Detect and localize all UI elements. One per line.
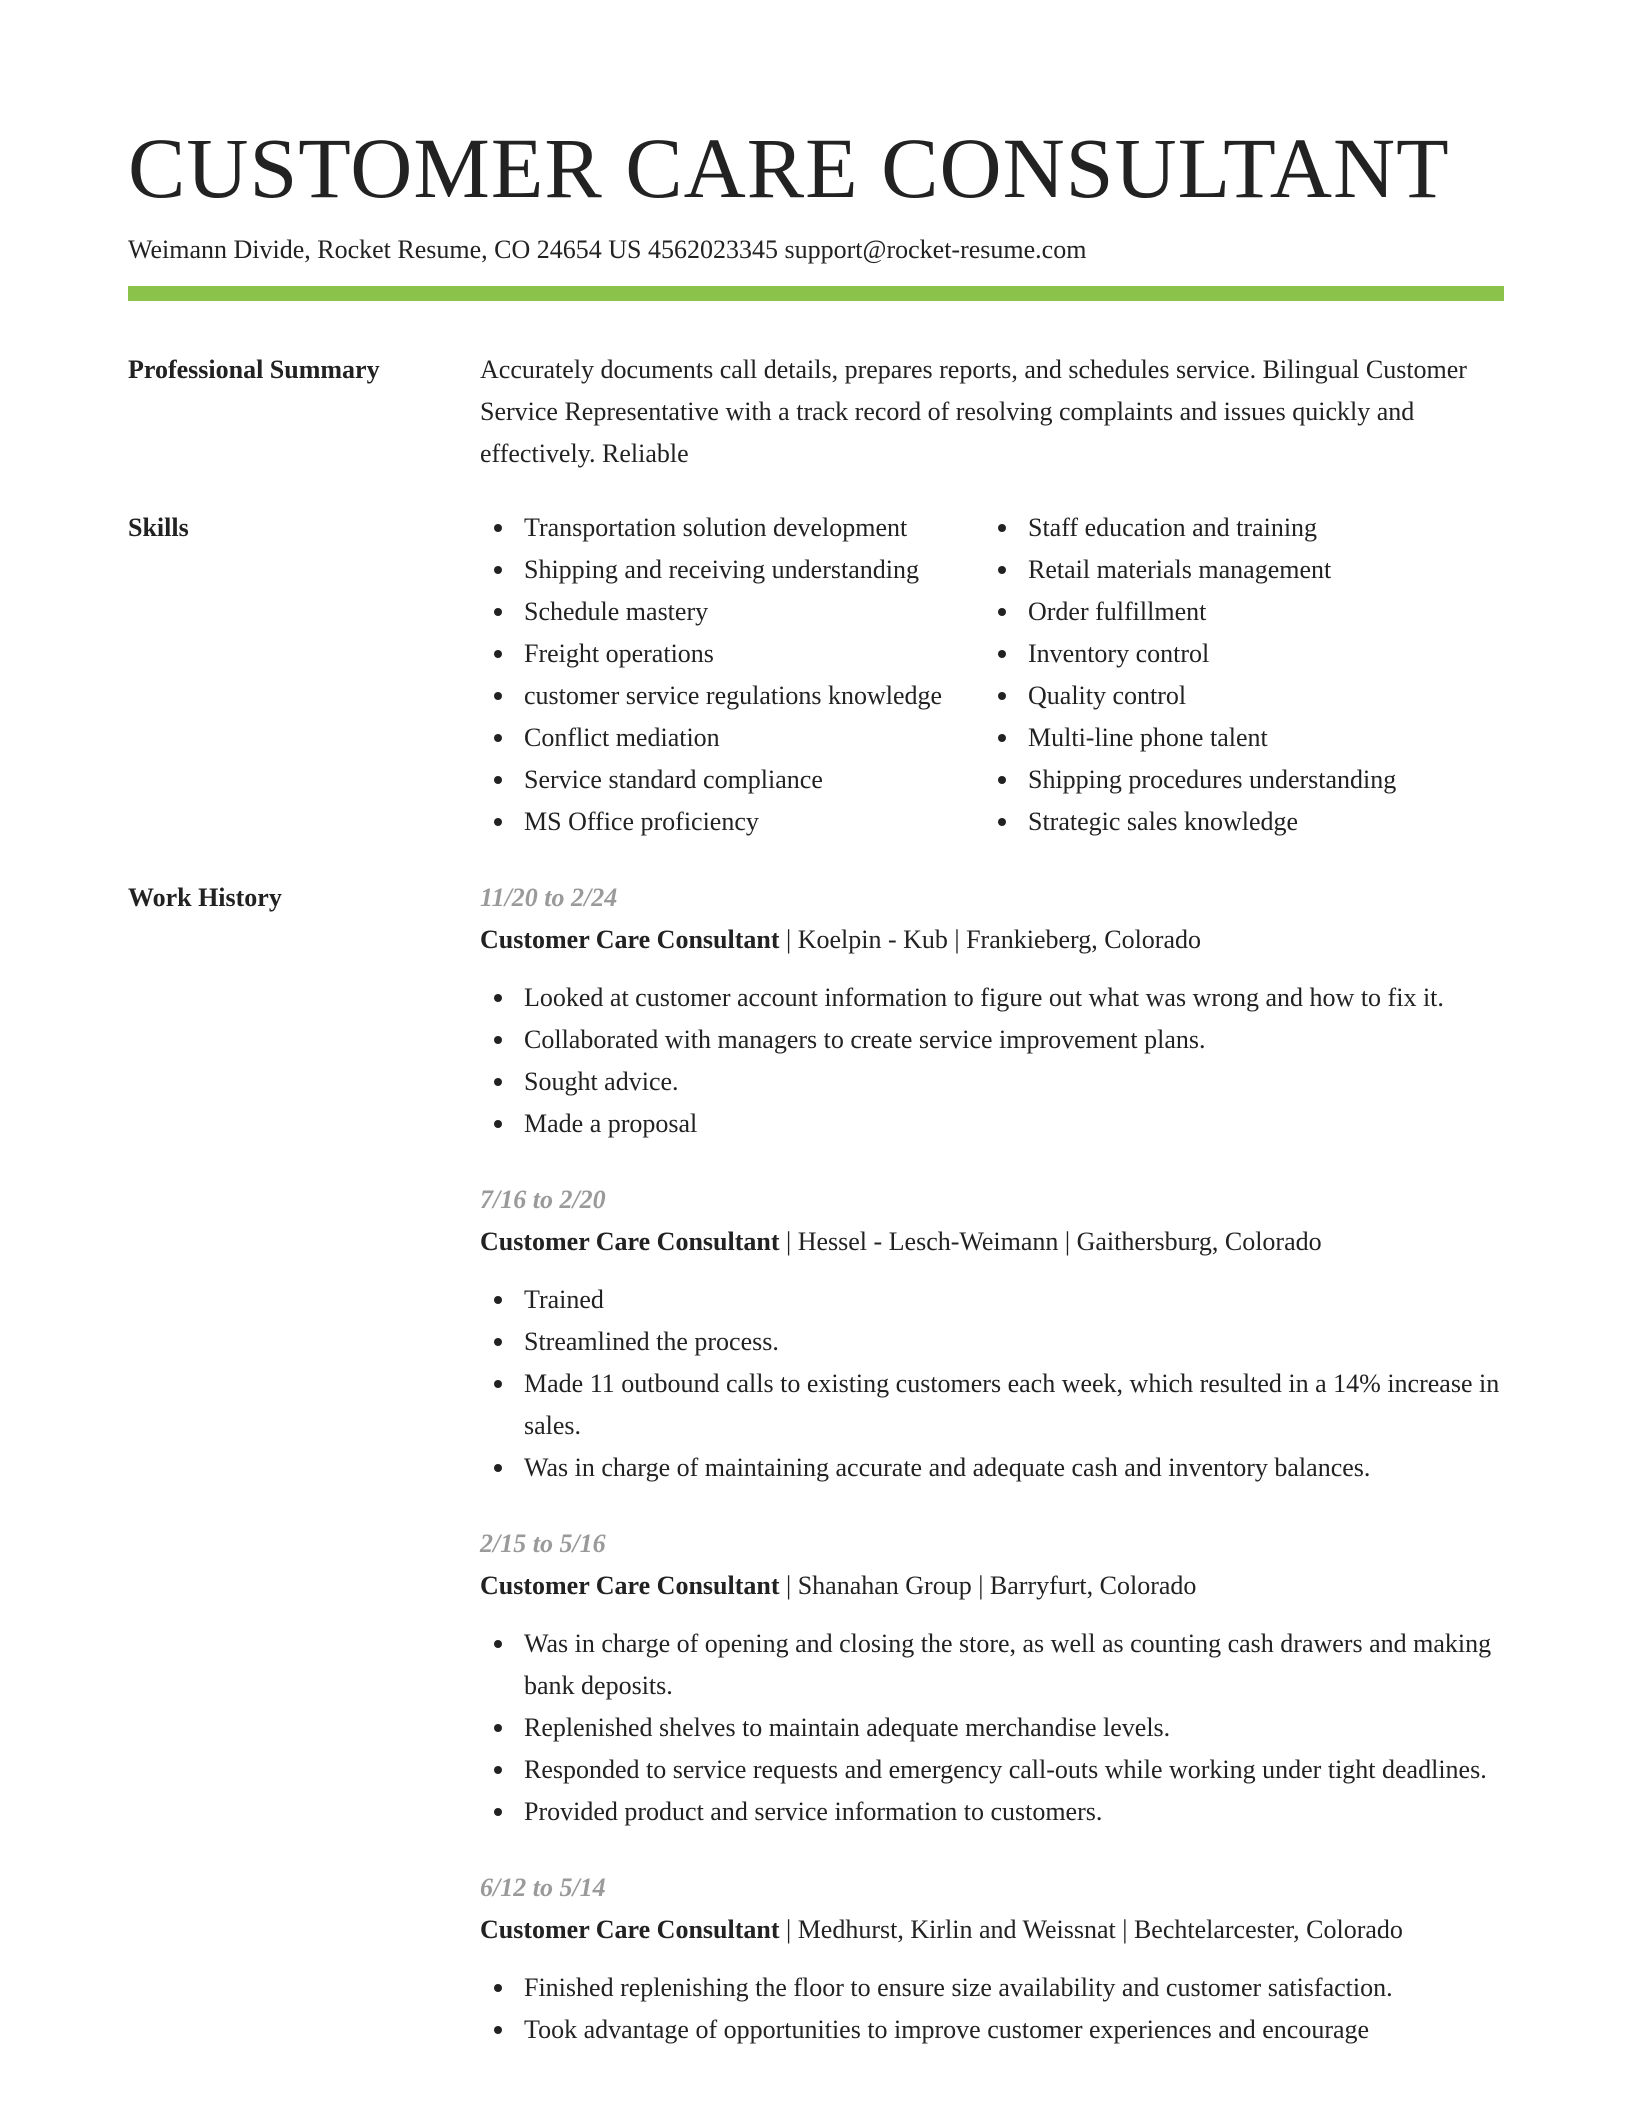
accent-divider (128, 286, 1504, 301)
duty-item: Streamlined the process. (480, 1321, 1504, 1363)
job-title: Customer Care Consultant (480, 925, 780, 954)
resume-title: CUSTOMER CARE CONSULTANT (128, 120, 1450, 216)
job-heading (480, 1565, 1504, 1607)
duty-item: Was in charge of maintaining accurate and adequate cash and inventory balances. (480, 1447, 1504, 1489)
skill-item: Freight operations (480, 633, 984, 675)
skill-item: Order fulfillment (984, 591, 1504, 633)
skills-list-left (480, 507, 984, 843)
skill-item: Retail materials management (984, 549, 1504, 591)
job-dates: 6/12 to 5/14 (480, 1873, 606, 1902)
duty-item: Trained (480, 1279, 1504, 1321)
skills-label: Skills (128, 513, 189, 542)
skills-list-right (984, 507, 1504, 843)
duty-item: Finished replenishing the floor to ensure size availability and customer satisfaction. (480, 1967, 1504, 2009)
skill-item: Strategic sales knowledge (984, 801, 1504, 843)
job-duties (480, 1279, 1504, 1489)
job-title: Customer Care Consultant (480, 1915, 780, 1944)
duty-item: Sought advice. (480, 1061, 1504, 1103)
job-heading (480, 919, 1504, 961)
job-title: Customer Care Consultant (480, 1571, 780, 1600)
job-dates: 7/16 to 2/20 (480, 1185, 606, 1214)
duty-item: Replenished shelves to maintain adequate merchandise levels. (480, 1707, 1504, 1749)
resume-page (128, 0, 1504, 2112)
skills-columns (480, 507, 1504, 843)
skill-item: Inventory control (984, 633, 1504, 675)
job-duties (480, 1967, 1504, 2051)
work-label: Work History (128, 883, 282, 912)
job-employer-location: | Shanahan Group | Barryfurt, Colorado (779, 1571, 1197, 1600)
work-body (480, 877, 1504, 2085)
skill-item: Shipping and receiving understanding (480, 549, 984, 591)
skill-item: Conflict mediation (480, 717, 984, 759)
job-employer-location: | Koelpin - Kub | Frankieberg, Colorado (779, 925, 1202, 954)
job-employer-location: | Hessel - Lesch-Weimann | Gaithersburg, Colorado (779, 1227, 1322, 1256)
duty-item: Collaborated with managers to create service improvement plans. (480, 1019, 1504, 1061)
duty-item: Took advantage of opportunities to improve customer experiences and encourage (480, 2009, 1504, 2051)
summary-body (480, 349, 1504, 475)
skill-item: Transportation solution development (480, 507, 984, 549)
job-dates: 11/20 to 2/24 (480, 883, 618, 912)
job-entry (480, 877, 1504, 1145)
skill-item: Quality control (984, 675, 1504, 717)
job-entry (480, 1179, 1504, 1489)
summary-label: Professional Summary (128, 355, 380, 384)
duty-item: Provided product and service information to customers. (480, 1791, 1504, 1833)
duty-item: Responded to service requests and emergency call-outs while working under tight deadlines. (480, 1749, 1504, 1791)
skill-item: MS Office proficiency (480, 801, 984, 843)
duty-item: Was in charge of opening and closing the store, as well as counting cash drawers and making bank deposits. (480, 1623, 1504, 1707)
job-employer-location: | Medhurst, Kirlin and Weissnat | Bechtelarcester, Colorado (779, 1915, 1403, 1944)
job-duties (480, 977, 1504, 1145)
job-heading (480, 1221, 1504, 1263)
job-entry (480, 1523, 1504, 1833)
contact-info: Weimann Divide, Rocket Resume, CO 24654 US 4562023345 support@rocket-resume.com (128, 235, 1087, 264)
duty-item: Made 11 outbound calls to existing customers each week, which resulted in a 14% increase in sales. (480, 1363, 1504, 1447)
skill-item: Staff education and training (984, 507, 1504, 549)
skill-item: customer service regulations knowledge (480, 675, 984, 717)
skills-body (480, 507, 1504, 843)
skill-item: Multi-line phone talent (984, 717, 1504, 759)
job-heading (480, 1909, 1504, 1951)
skill-item: Service standard compliance (480, 759, 984, 801)
duty-item: Made a proposal (480, 1103, 1504, 1145)
duty-item: Looked at customer account information to figure out what was wrong and how to fix it. (480, 977, 1504, 1019)
job-duties (480, 1623, 1504, 1833)
job-dates: 2/15 to 5/16 (480, 1529, 606, 1558)
skill-item: Shipping procedures understanding (984, 759, 1504, 801)
job-entry (480, 1867, 1504, 2051)
skill-item: Schedule mastery (480, 591, 984, 633)
summary-text: Accurately documents call details, prepares reports, and schedules service. Bilingual Customer Service Representative with a track record of resolving complaints and issues quickly and effectively. Reliable (480, 355, 1467, 468)
job-title: Customer Care Consultant (480, 1227, 780, 1256)
